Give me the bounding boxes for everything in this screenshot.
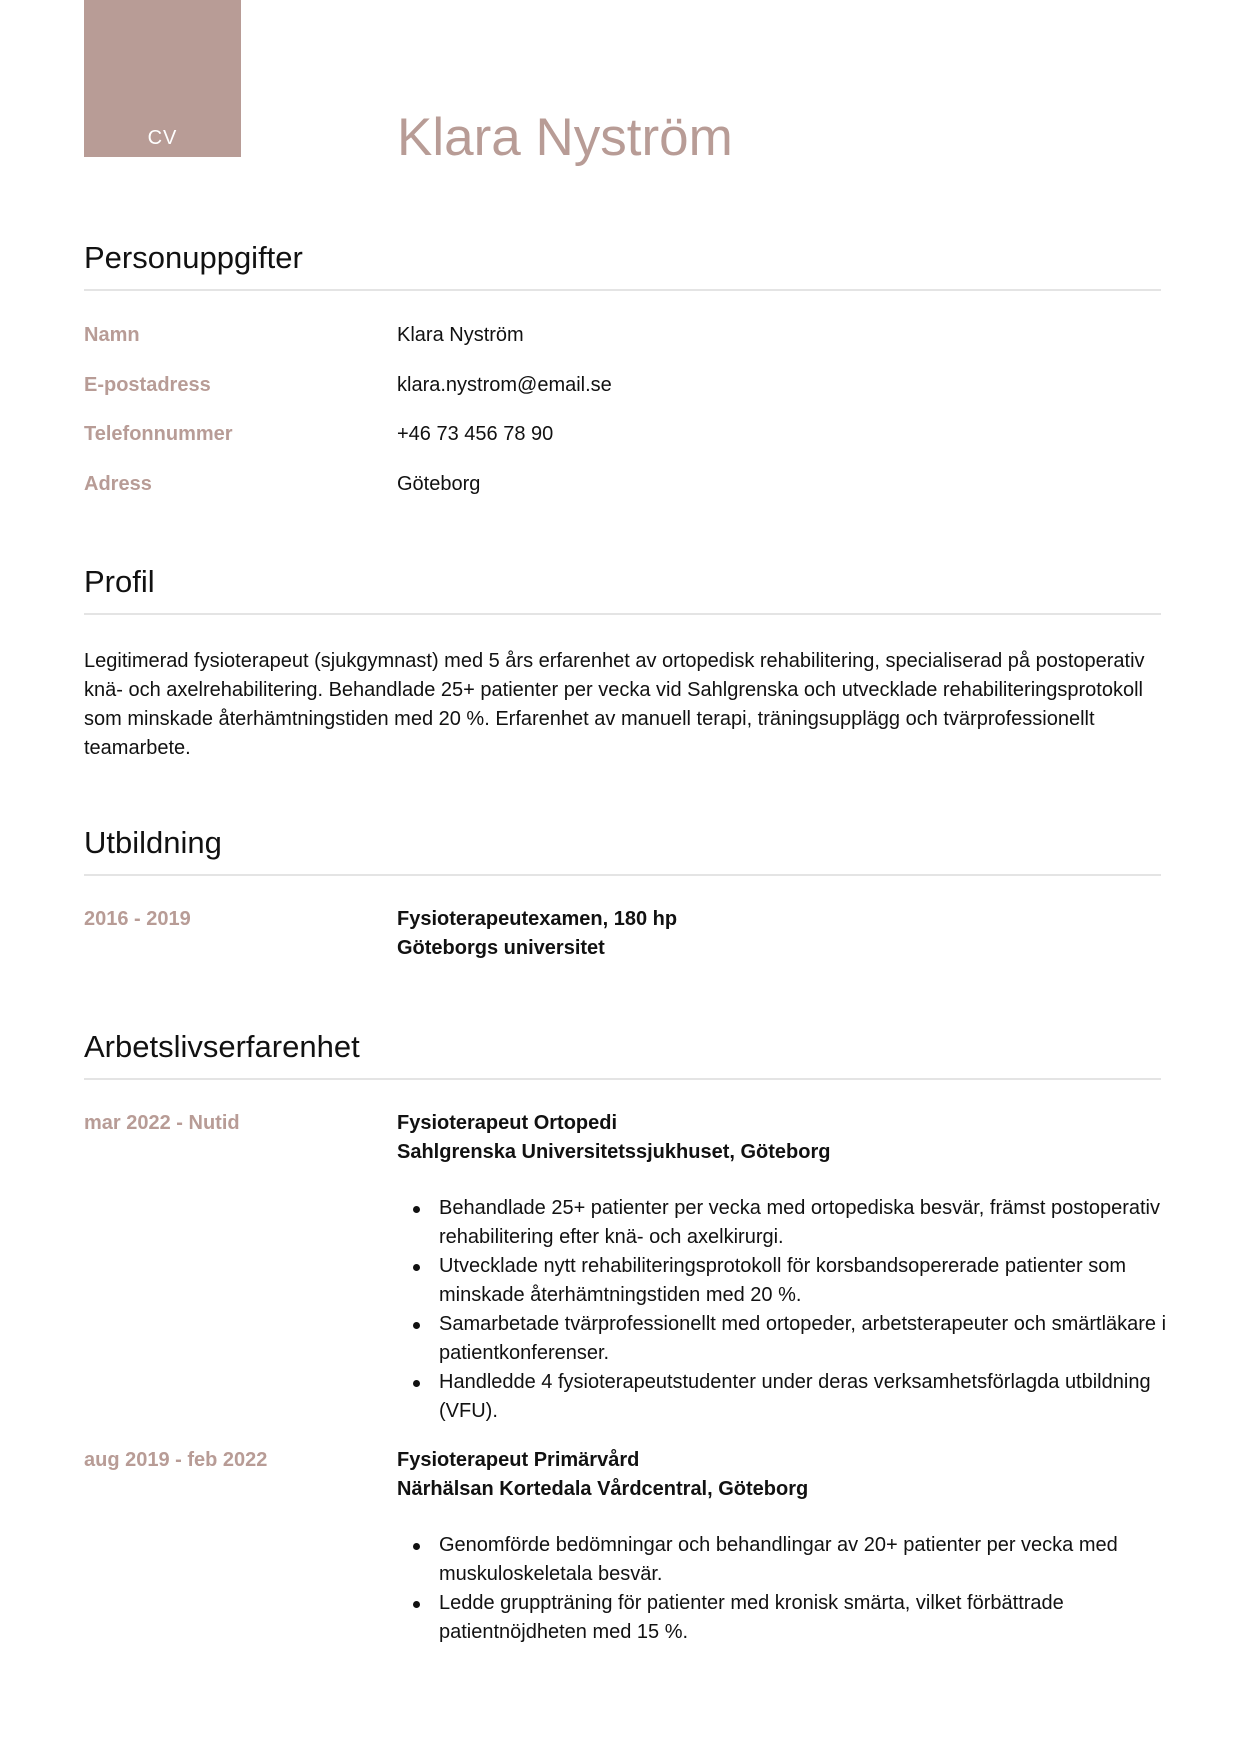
- personal-value-address: Göteborg: [397, 473, 481, 495]
- page-title: Klara Nyström: [397, 108, 733, 167]
- personal-label-address: Adress: [84, 473, 152, 495]
- personal-value-name: Klara Nyström: [397, 324, 524, 346]
- personal-label-phone: Telefonnummer: [84, 423, 233, 445]
- job-employer: Närhälsan Kortedala Vårdcentral, Göteborg: [397, 1478, 809, 1500]
- list-item: Ledde gruppträning för patienter med kronisk smärta, vilket förbättrade patientnöjdheten med 15 %.: [397, 1589, 1167, 1647]
- section-heading-education: Utbildning: [84, 825, 222, 860]
- personal-value-phone: +46 73 456 78 90: [397, 423, 554, 445]
- job-bullets: [397, 1531, 1167, 1647]
- job-period: mar 2022 - Nutid: [84, 1112, 240, 1134]
- profile-text: Legitimerad fysioterapeut (sjukgymnast) med 5 års erfarenhet av ortopedisk rehabilitering, specialiserad på postoperativ knä- och axelrehabilitering. Behandlade 25+ patienter per vecka vid Sahlgrenska och utvecklade rehabiliteringsprotokoll som minskade återhämtningstiden med 20 %. Erfarenhet av manuell terapi, träningsupplägg och tvärprofessionellt teamarbete.: [84, 650, 1145, 759]
- divider: [84, 289, 1161, 291]
- education-school: Göteborgs universitet: [397, 937, 605, 959]
- job-title: Fysioterapeut Ortopedi: [397, 1112, 618, 1134]
- education-period: 2016 - 2019: [84, 908, 191, 930]
- personal-value-email: klara.nystrom@email.se: [397, 374, 612, 396]
- divider: [84, 1078, 1161, 1080]
- list-item: Genomförde bedömningar och behandlingar av 20+ patienter per vecka med muskuloskeletala besvär.: [397, 1531, 1167, 1589]
- divider: [84, 874, 1161, 876]
- job-period: aug 2019 - feb 2022: [84, 1449, 268, 1471]
- personal-label-email: E-postadress: [84, 374, 211, 396]
- personal-label-name: Namn: [84, 324, 140, 346]
- divider: [84, 613, 1161, 615]
- list-item: Handledde 4 fysioterapeutstudenter under deras verksamhetsförlagda utbildning (VFU).: [397, 1368, 1167, 1426]
- job-bullets: [397, 1194, 1167, 1426]
- job-title: Fysioterapeut Primärvård: [397, 1449, 640, 1471]
- education-degree: Fysioterapeutexamen, 180 hp: [397, 908, 678, 930]
- section-heading-personal: Personuppgifter: [84, 240, 303, 275]
- cv-badge-label: CV: [147, 127, 178, 149]
- list-item: Samarbetade tvärprofessionellt med ortopeder, arbetsterapeuter och smärtläkare i patientkonferenser.: [397, 1310, 1167, 1368]
- section-heading-profile: Profil: [84, 564, 155, 599]
- list-item: Utvecklade nytt rehabiliteringsprotokoll för korsbandsopererade patienter som minskade återhämtningstiden med 20 %.: [397, 1252, 1167, 1310]
- job-employer: Sahlgrenska Universitetssjukhuset, Göteborg: [397, 1141, 831, 1163]
- section-heading-experience: Arbetslivserfarenhet: [84, 1029, 360, 1064]
- list-item: Behandlade 25+ patienter per vecka med ortopediska besvär, främst postoperativ rehabilitering efter knä- och axelkirurgi.: [397, 1194, 1167, 1252]
- cv-badge: [84, 0, 241, 157]
